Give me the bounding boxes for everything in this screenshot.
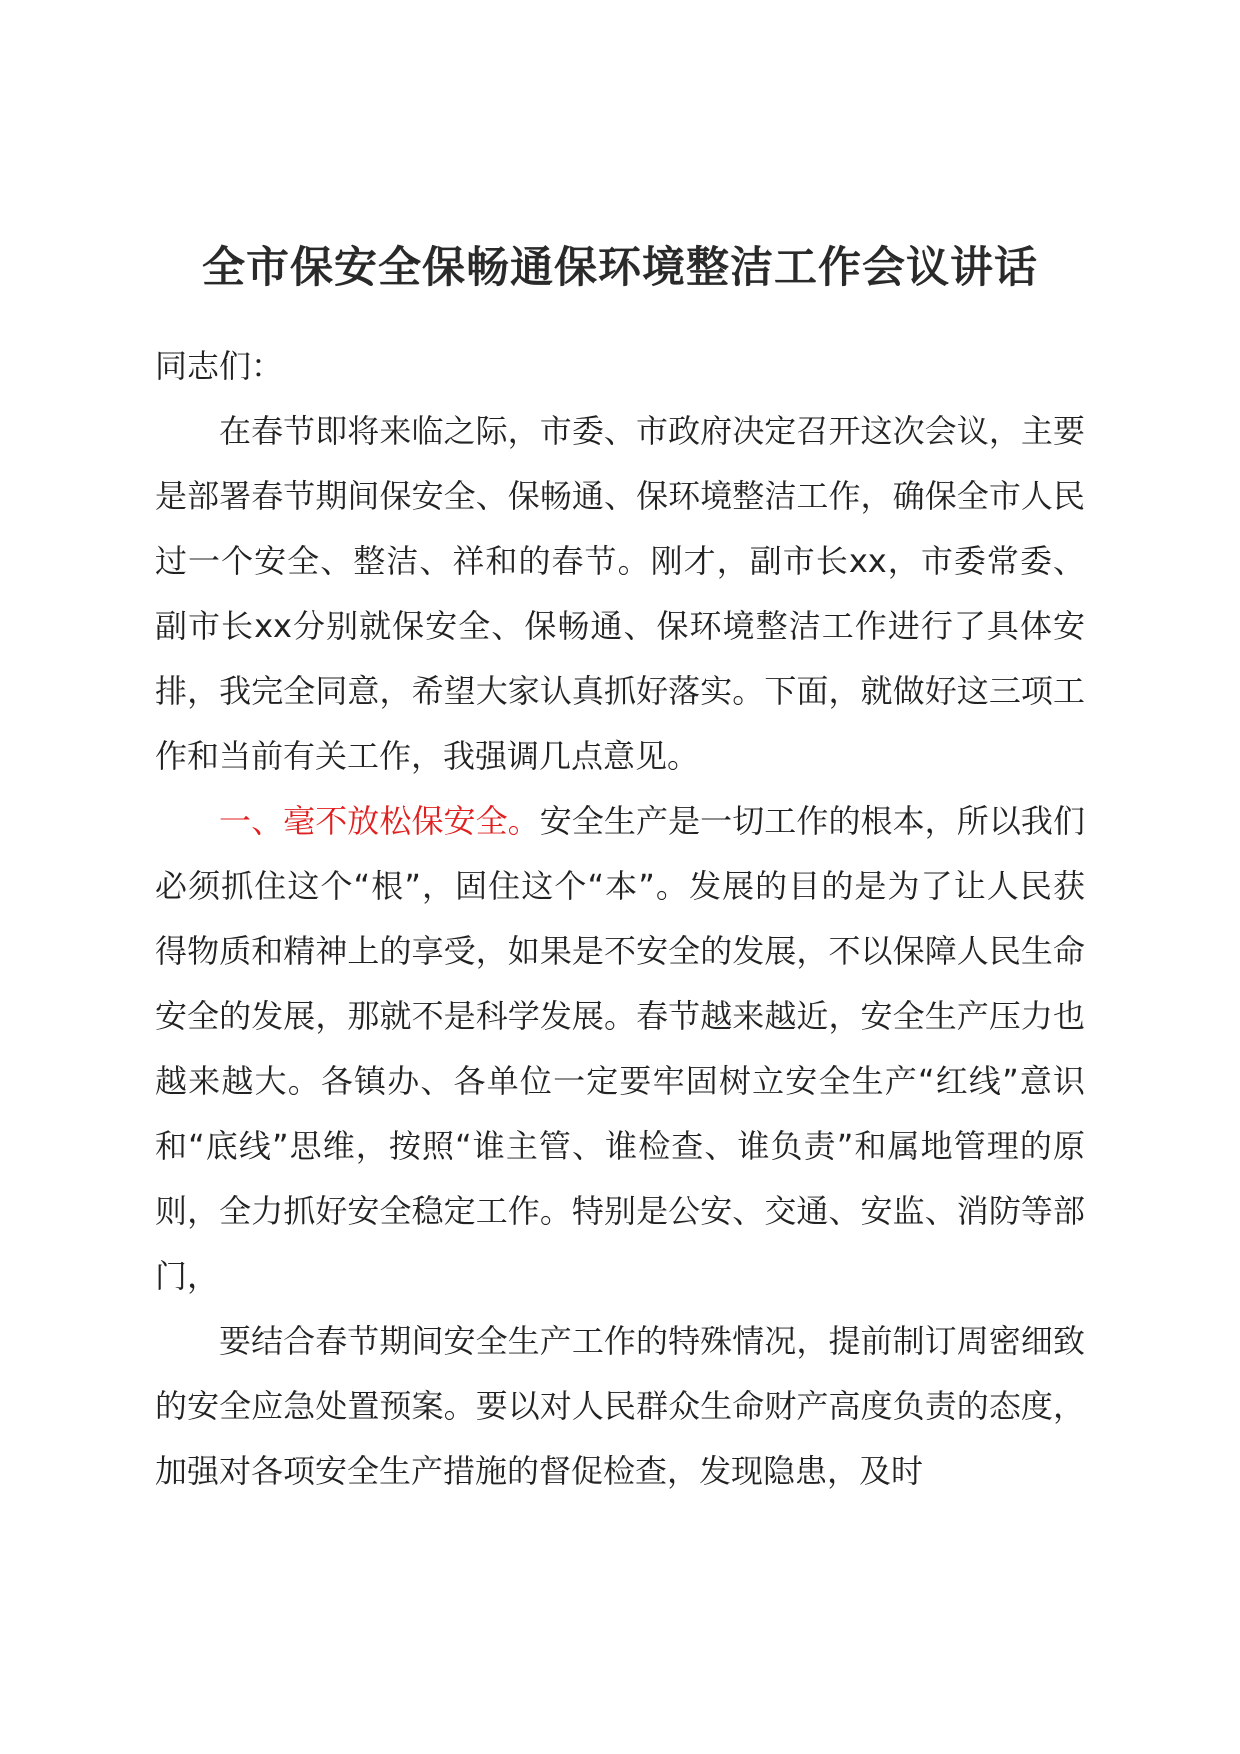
salutation: 同志们：: [155, 347, 284, 385]
section-1-text: 安全生产是一切工作的根本，所以我们必须抓住这个“根”，固住这个“本”。发展的目的是为了让人民获得物质和精神上的享受，如果是不安全的发展，不以保障人民生命安全的发展，那就不是科学发展。春节越来越近，安全生产压力也越来越大。各镇办、各单位一定要牢固树立安全生产“红线”意识和“底线”思维，按照“谁主管、谁检查、谁负责”和属地管理的原则，全力抓好安全稳定工作。特别是公安、交通、安监、消防等部门，: [155, 802, 1085, 1295]
document-title: 全市保安全保畅通保环境整洁工作会议讲话: [202, 243, 1038, 293]
section-1-heading: 一、毫不放松保安全。: [219, 802, 540, 840]
paragraph-intro: 在春节即将来临之际，市委、市政府决定召开这次会议，主要是部署春节期间保安全、保畅通、保环境整洁工作，确保全市人民过一个安全、整洁、祥和的春节。刚才，副市长xx，市委常委、副市长xx分别就保安全、保畅通、保环境整洁工作进行了具体安排，我完全同意，希望大家认真抓好落实。下面，就做好这三项工作和当前有关工作，我强调几点意见。: [155, 412, 1085, 775]
paragraph-continuation: 要结合春节期间安全生产工作的特殊情况，提前制订周密细致的安全应急处置预案。要以对人民群众生命财产高度负责的态度，加强对各项安全生产措施的督促检查，发现隐患，及时: [155, 1322, 1085, 1490]
paragraph-section-1: [155, 789, 1085, 1309]
document-body: [155, 334, 1085, 1504]
